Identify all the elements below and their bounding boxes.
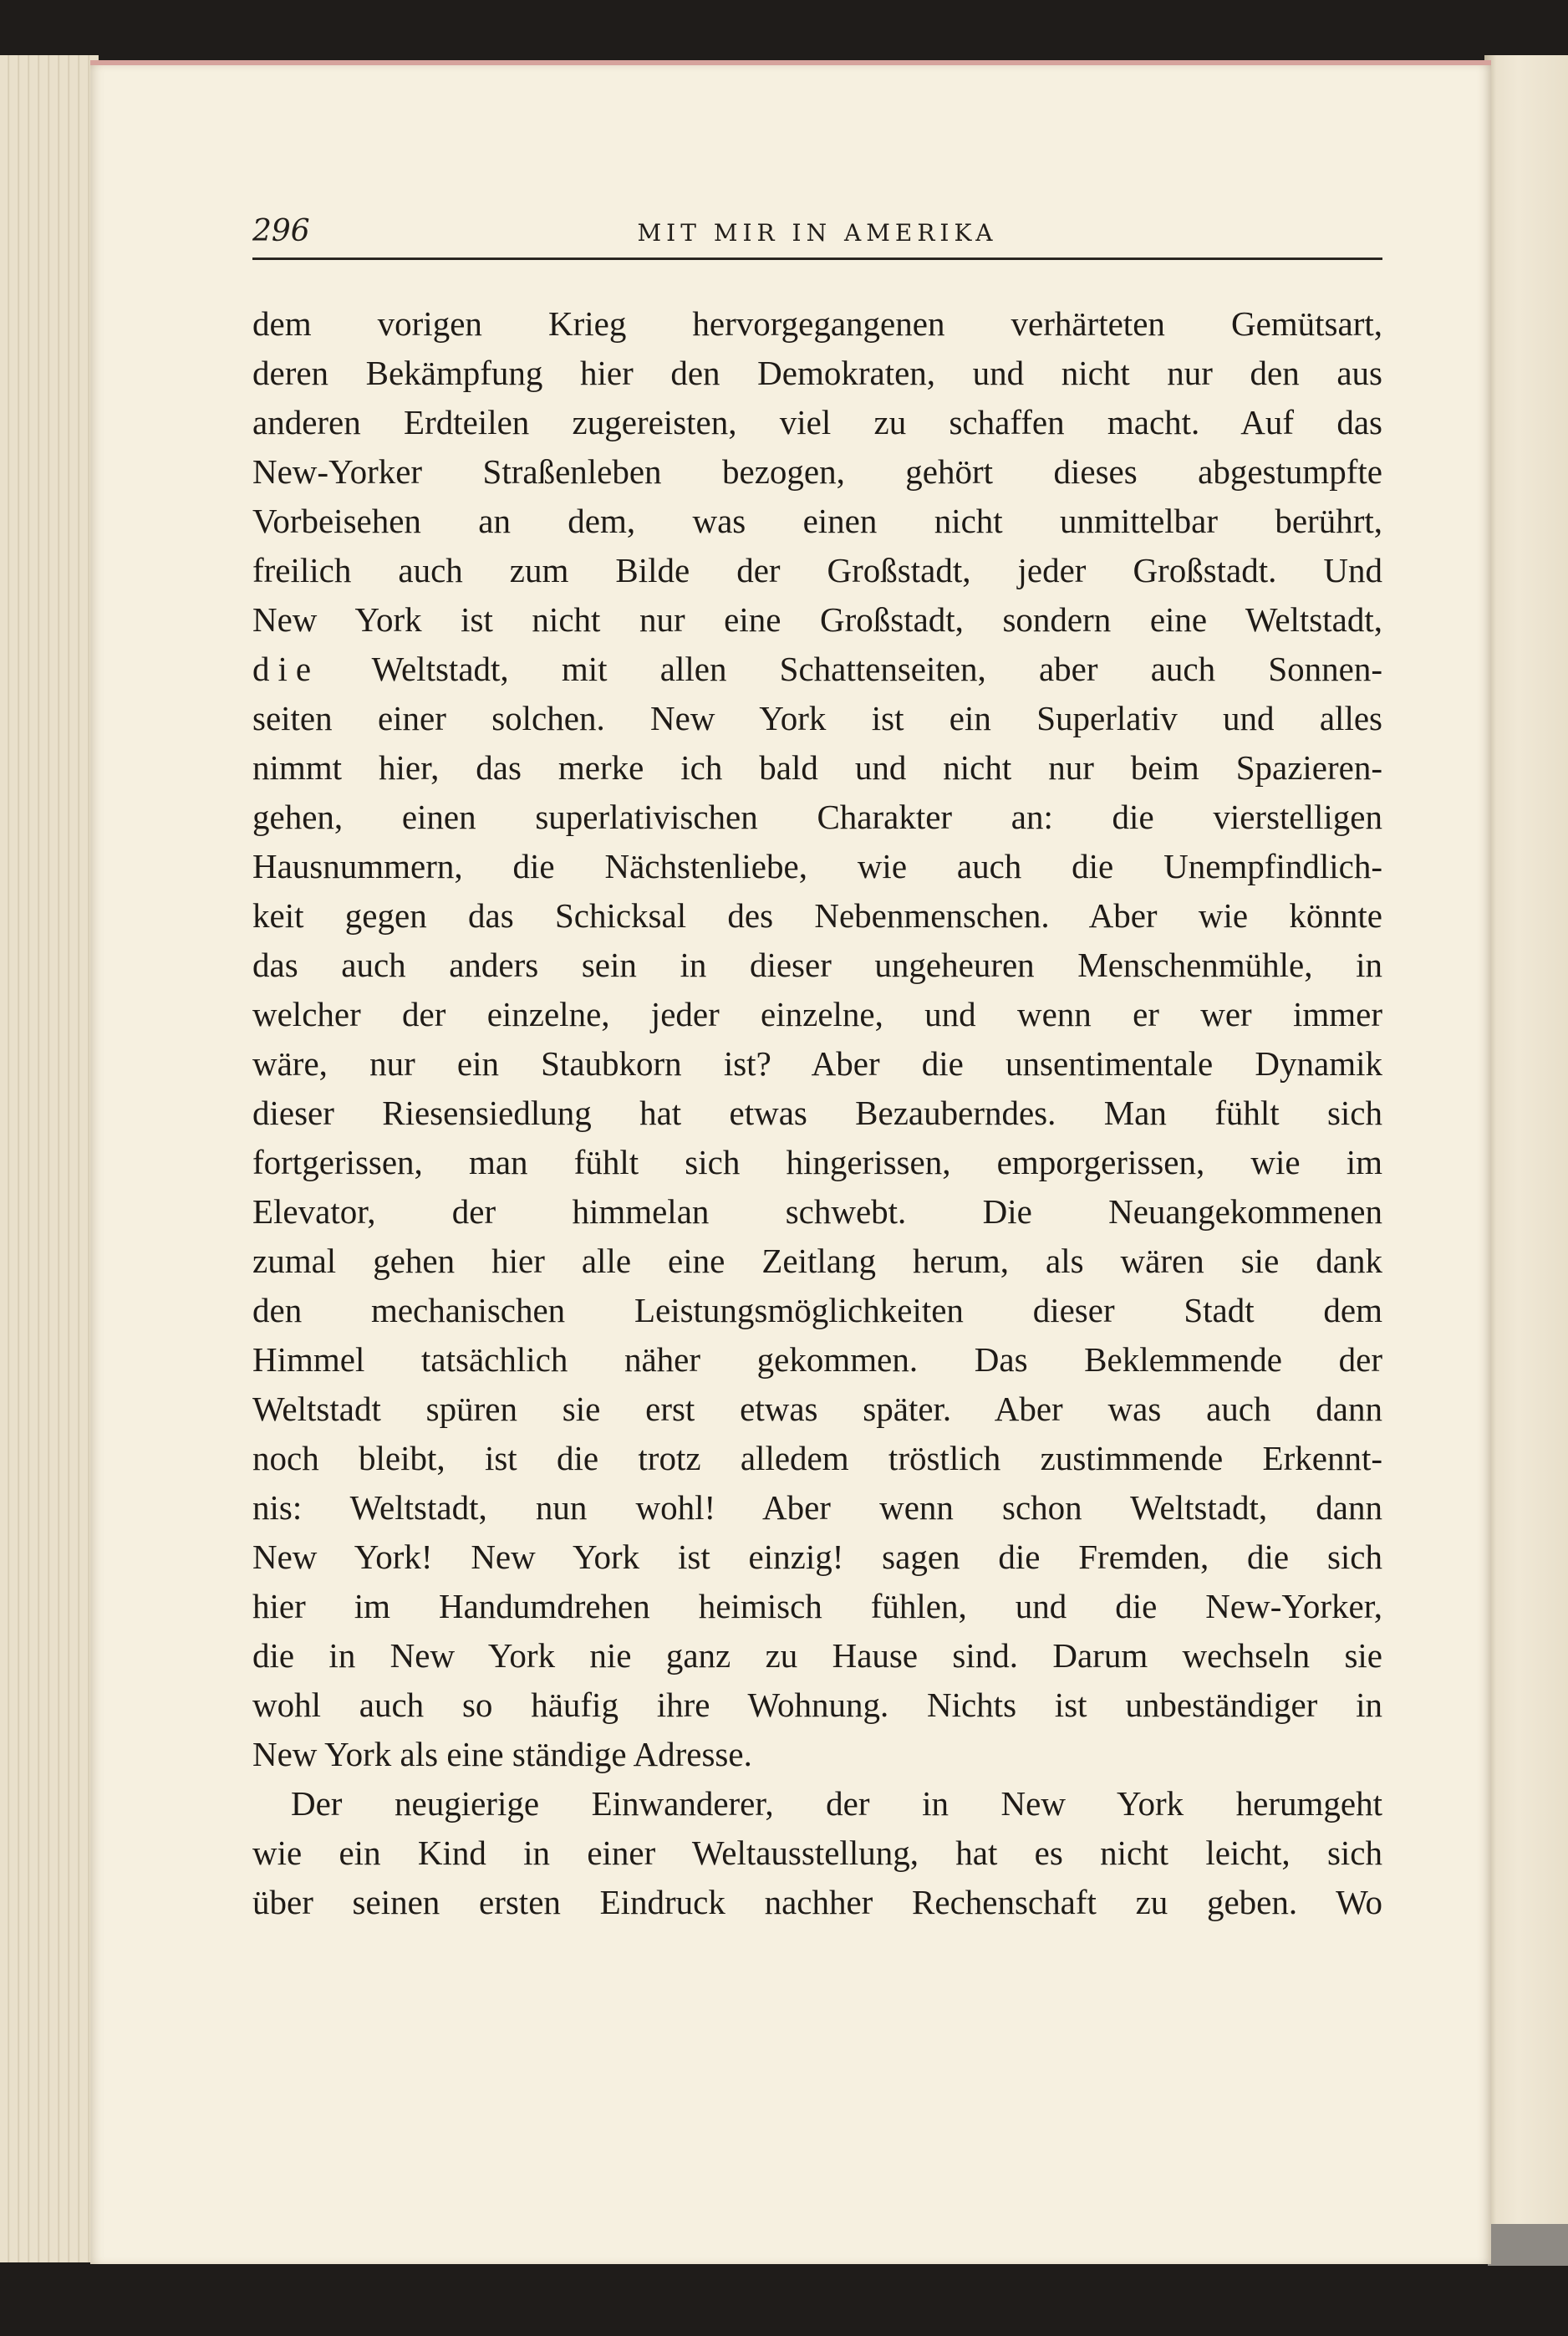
text-line: Weltstadt spüren sie erst etwas später. Aber was auch dann xyxy=(252,1390,1382,1428)
text-line: gehen, einen superlativischen Charakter an: die vierstelligen xyxy=(252,798,1382,836)
text-line: noch bleibt, ist die trotz alledem tröstlich zustimmende Erkennt- xyxy=(252,1439,1382,1477)
running-head: MIT MIR IN AMERIKA xyxy=(637,219,998,247)
text-line: nis: Weltstadt, nun wohl! Aber wenn schon Weltstadt, dann xyxy=(252,1488,1382,1527)
text-line: das auch anders sein in dieser ungeheuren Menschenmühle, in xyxy=(252,946,1382,984)
page-header xyxy=(252,207,1382,260)
emphasized-word: die xyxy=(252,650,320,688)
paragraph-end-line: New York als eine ständige Adresse. xyxy=(252,1735,752,1773)
text-line: dem vorigen Krieg hervorgegangenen verhärteten Gemütsart, xyxy=(252,304,1382,343)
book-cover-edge xyxy=(1488,2224,1568,2266)
text-line: seiten einer solchen. New York ist ein Superlativ und alles xyxy=(252,699,1382,737)
text-line: hier im Handumdrehen heimisch fühlen, und die New-Yorker, xyxy=(252,1587,1382,1625)
text-line: Vorbeisehen an dem, was einen nicht unmittelbar berührt, xyxy=(252,502,1382,540)
text-line: den mechanischen Leistungsmöglichkeiten dieser Stadt dem xyxy=(252,1291,1382,1329)
text-line: wie ein Kind in einer Weltausstellung, hat es nicht leicht, sich xyxy=(252,1834,1382,1872)
facing-page-edge xyxy=(1484,55,1568,2254)
text-line: Hausnummern, die Nächstenliebe, wie auch die Unempfindlich- xyxy=(252,847,1382,885)
body-text xyxy=(252,299,1382,1927)
text-line: welcher der einzelne, jeder einzelne, und wenn er wer immer xyxy=(252,995,1382,1033)
text-line: nimmt hier, das merke ich bald und nicht nur beim Spazieren- xyxy=(252,748,1382,787)
text-line: dieser Riesensiedlung hat etwas Bezauberndes. Man fühlt sich xyxy=(252,1094,1382,1132)
text-line-rest: Weltstadt, mit allen Schattenseiten, aber auch Sonnen- xyxy=(319,650,1382,688)
text-line: Himmel tatsächlich näher gekommen. Das Beklemmende der xyxy=(252,1340,1382,1379)
text-line: keit gegen das Schicksal des Nebenmenschen. Aber wie könnte xyxy=(252,896,1382,935)
text-line: Elevator, der himmelan schwebt. Die Neuangekommenen xyxy=(252,1192,1382,1231)
text-line: wohl auch so häufig ihre Wohnung. Nichts ist unbeständiger in xyxy=(252,1686,1382,1724)
page-number: 296 xyxy=(252,214,310,248)
text-line: New York! New York ist einzig! sagen die Fremden, die sich xyxy=(252,1538,1382,1576)
text-line: über seinen ersten Eindruck nachher Rechenschaft zu geben. Wo xyxy=(252,1883,1382,1921)
text-line: deren Bekämpfung hier den Demokraten, und nicht nur den aus xyxy=(252,354,1382,392)
paragraph-start-line: Der neugierige Einwanderer, der in New York herumgeht xyxy=(291,1784,1382,1823)
text-line: anderen Erdteilen zugereisten, viel zu schaffen macht. Auf das xyxy=(252,403,1382,441)
text-line xyxy=(252,645,1382,694)
text-line: zumal gehen hier alle eine Zeitlang herum, als wären sie dank xyxy=(252,1242,1382,1280)
text-line: New York ist nicht nur eine Großstadt, sondern eine Weltstadt, xyxy=(252,600,1382,639)
stacked-page-edges xyxy=(0,55,99,2262)
text-line: fortgerissen, man fühlt sich hingerissen, emporgerissen, wie im xyxy=(252,1143,1382,1181)
text-line: die in New York nie ganz zu Hause sind. Darum wechseln sie xyxy=(252,1636,1382,1675)
text-line: wäre, nur ein Staubkorn ist? Aber die unsentimentale Dynamik xyxy=(252,1044,1382,1083)
text-line: freilich auch zum Bilde der Großstadt, jeder Großstadt. Und xyxy=(252,551,1382,589)
text-line: New-Yorker Straßenleben bezogen, gehört dieses abgestumpfte xyxy=(252,452,1382,491)
